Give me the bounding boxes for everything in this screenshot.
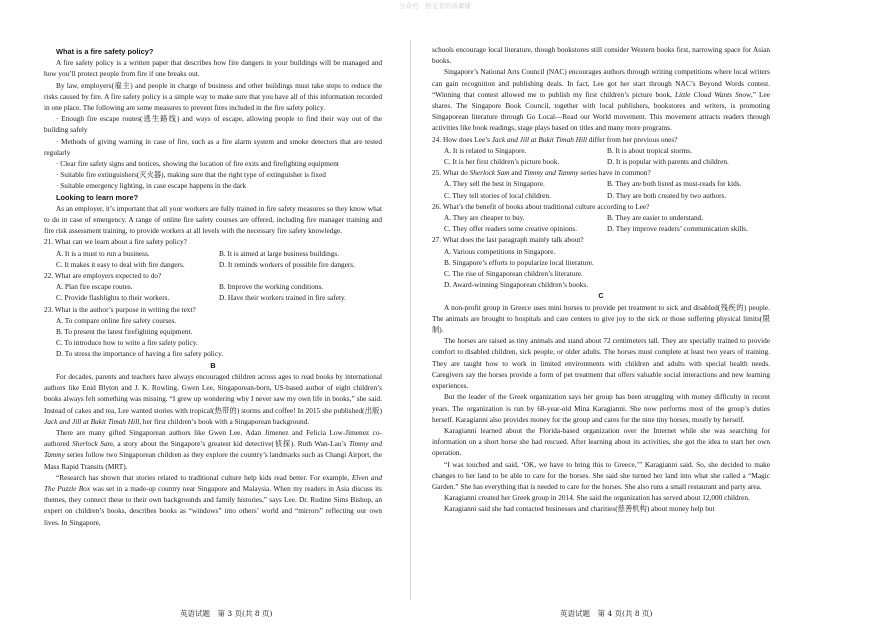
option: A. Plan fire escape routes. (56, 282, 133, 292)
bullet-item: · Suitable fire extinguishers(灭火器), making sure that the right type of extinguisher is fixed (56, 170, 326, 180)
option: C. To introduce how to write a fire safety policy. (56, 338, 198, 348)
option: A. It is a must to run a business. (56, 248, 150, 258)
bullet-item: · Methods of giving warning in case of fire, such as a fire alarm system and smoke detectors that are tested regularly (44, 136, 382, 157)
option: C. The rise of Singaporean children’s literature. (444, 269, 583, 279)
paragraph: Karagianni said she had contacted businesses and charities(慈善机构) about money help but (444, 504, 715, 514)
question-21: 21. What can we learn about a fire safety policy? (44, 237, 187, 247)
option: C. They offer readers some creative opinions. (444, 224, 578, 234)
option: B. It is about tropical storms. (607, 145, 692, 155)
options-row (432, 223, 770, 234)
question-26: 26. What’s the benefit of books about traditional culture according to Lee? (432, 201, 650, 211)
section-label-c: C (598, 291, 604, 301)
question-22: 22. What are employers expected to do? (44, 271, 162, 281)
option: C. It is her first children’s picture book. (444, 157, 560, 167)
option: D. To stress the importance of having a fire safety policy. (56, 349, 224, 359)
option: B. Singapore’s efforts to popularize local literature. (444, 257, 594, 267)
page-footer-left: 英语试题 第 3 页(共 8 页) (180, 609, 273, 618)
page-footer-right: 英语试题 第 4 页(共 8 页) (560, 609, 653, 618)
option: C. Provide flashlights to their workers. (56, 293, 170, 303)
question-25: 25. What do Sherlock Sam and Timmy and Tammy series have in common? (432, 168, 651, 178)
watermark: 公众号：拾光者的备课铺 (399, 2, 471, 10)
options-row (44, 248, 382, 259)
option: D. They improve readers’ communication skills. (607, 224, 748, 234)
option: D. Award-winning Singaporean children’s books. (444, 280, 589, 290)
option: B. Improve the working conditions. (219, 282, 324, 292)
option: A. It is related to Singapore. (444, 145, 527, 155)
options-row (432, 178, 770, 189)
options-row (432, 156, 770, 167)
options-row (44, 292, 382, 303)
paragraph: Singapore’s National Arts Council (NAC) encourages authors through writing competitions where local writers can gain recognition and publishing deals. In fact, Lee got her start through NAC’s Beyond Words contest. “Winning that contest allowed me to publish my first children’s picture book, Little Cloud Wants Snow,” Lee shares. The Singapore Book Council, together with local publishers, bookstores and writers, is promoting Singaporean literature through Go Local—Read our World movement. This movement attracts readers through activities like book readings, stage plays based on titles and many more programs. (432, 67, 770, 133)
option: D. It is popular with parents and children. (607, 157, 729, 167)
option: B. It is aimed at large business buildings. (219, 248, 340, 258)
options-row (432, 190, 770, 201)
paragraph: “Research has shown that stories related to traditional culture help kids read better. For example, Elven and The Puzzle Box was set in a made-up country near Singapore and Malaysia. When my readers in Asia discuss its themes, they connect these to their own backgrounds and family histories,” says Lee. Dr. Rudine Sims Bishop, an expert on children’s books, describes books as “windows” into others’ world and “mirrors” reflecting our own lives. In Singapore, (44, 472, 382, 527)
paragraph: For decades, parents and teachers have always encouraged children across ages to read books by international authors like Enid Blyton and J. K. Rowling. Gwen Lee, Singaporean-born, US-based author of eight children’s books always felt something was missing. “I grew up wondering why I never saw my own life in books,” she said. Instead of cakes and tea, Lee wanted stories with tropical(热带的) storms and coffee! In 2015 she published(出版) Jack and Jill at Bukit Timah Hill, her first children’s book with a Singaporean background. (44, 371, 382, 426)
question-27: 27. What does the last paragraph mainly talk about? (432, 235, 584, 245)
option: C. It makes it easy to deal with fire dangers. (56, 259, 185, 269)
paragraph: The horses are raised as tiny animals and stand about 72 centimeters tall. They are specially trained to provide comfort to disabled children, sick people, or older adults. The horses must complete at least two years of training. They are taught how to work in limited environments with children and adults with special health needs. Caregivers say the horses provide a form of pet treatment that offers valuable social interactions and new learning experiences. (432, 336, 770, 391)
paragraph: Karagianni created her Greek group in 2014. She said the organization has served about 12,000 children. (444, 493, 750, 503)
option: A. They are cheaper to buy. (444, 213, 525, 223)
option: D. They are both created by two authors. (607, 190, 727, 200)
paragraph: A non-profit group in Greece uses mini horses to provide pet treatment to sick and disabled(残疾的) people. The animals are brought to hospitals and care centers to give joy to the sick or those suffering physical limits(限制). (432, 302, 770, 335)
column-divider (410, 40, 411, 600)
bullet-item: · Enough fire escape routes(逃生路线) and ways of escape, allowing people to find their way out of the building safely (44, 114, 382, 135)
option: C. They tell stories of local children. (444, 190, 551, 200)
paragraph: As an employer, it’s important that all your workers are fully trained in fire safety measures so they know what to do in case of emergency. A range of online fire safety courses are offered, including fire manager training and fire risk assessment training, to provide workers at all levels with the necessary fire safety knowledge. (44, 203, 382, 236)
option: A. Various competitions in Singapore. (444, 246, 556, 256)
paragraph: A fire safety policy is a written paper that describes how fire dangers in your buildings will be managed and how you’ll protect people from fire if one breaks out. (44, 58, 382, 79)
bullet-item: · Suitable emergency lighting, in case escape happens in the dark (56, 181, 247, 191)
option: B. They are easier to understand. (607, 213, 704, 223)
option: B. They are both listed as must-reads for kids. (607, 179, 742, 189)
options-row (44, 281, 382, 292)
paragraph: schools encourage local literature, though bookstores still consider Western books first, narrowing space for Asian books. (432, 45, 770, 66)
paragraph: “I was touched and said, ‘OK, we have to bring this to Greece,’” Karagianni said. So, she decided to make changes to her land to be able to care for the horses. She said she turned her land into what she called a “Magic Garden.” She has everything that is needed to care for the horses. She also runs a small restaurant and party area. (432, 459, 770, 491)
question-23: 23. What is the author’s purpose in writing the text? (44, 304, 196, 314)
paragraph: But the leader of the Greek organization says her group has been struggling with money difficulty in recent years. The organization is run by 68-year-old Mina Karagianni. She now performs most of the group’s duties herself. Karagianni also provides money for the group and cares for the nine tiny horses, mostly by herself. (432, 392, 770, 424)
option: D. Have their workers trained in fire safety. (219, 293, 346, 303)
left-column (44, 46, 382, 528)
option: A. To compare online fire safety courses. (56, 315, 177, 325)
question-24: 24. How does Lee’s Jack and Jill at Bukit Timah Hill differ from her previous ones? (432, 134, 678, 144)
heading-learn-more: Looking to learn more? (56, 192, 139, 202)
section-label-b: B (210, 360, 216, 370)
options-row (432, 212, 770, 223)
option: D. It reminds workers of possible fire dangers. (219, 259, 355, 269)
paragraph: Karagianni learned about the Florida-based organization over the Internet while she was searching for information on a short horse she had rescued. After learning about its activities, she got the idea to start her own operation. (432, 425, 770, 458)
paragraph: There are many gifted Singaporean authors like Gwen Lee. Adan Jimenez and Felicia Low-Jimenez co-authored Sherlock Sam, a story about the Singapore’s greatest kid detective(侦探). Ruth Wan-Lau’s Timmy and Tammy series follow two Singaporean children as they explore the country’s landmarks such as Changi Airport, the Mass Rapid Transits (MRT). (44, 427, 383, 471)
options-row (44, 259, 382, 270)
heading-fire-safety-policy: What is a fire safety policy? (56, 47, 154, 56)
right-column (432, 44, 770, 515)
bullet-item: · Clear fire safety signs and notices, showing the location of fire exits and firefighting equipment (56, 159, 339, 169)
paragraph: By law, employers(雇主) and people in charge of business and other buildings must take steps to reduce the risks caused by fire. A fire safety policy is a simple way to make sure that you have all of this information recorded in one place. The following are some measures to prevent fires included in the fire safety policy. (44, 80, 382, 113)
option: A. They sell the best in Singapore. (444, 179, 545, 189)
options-row (432, 145, 770, 156)
option: B. To present the latest firefighting equipment. (56, 327, 193, 337)
